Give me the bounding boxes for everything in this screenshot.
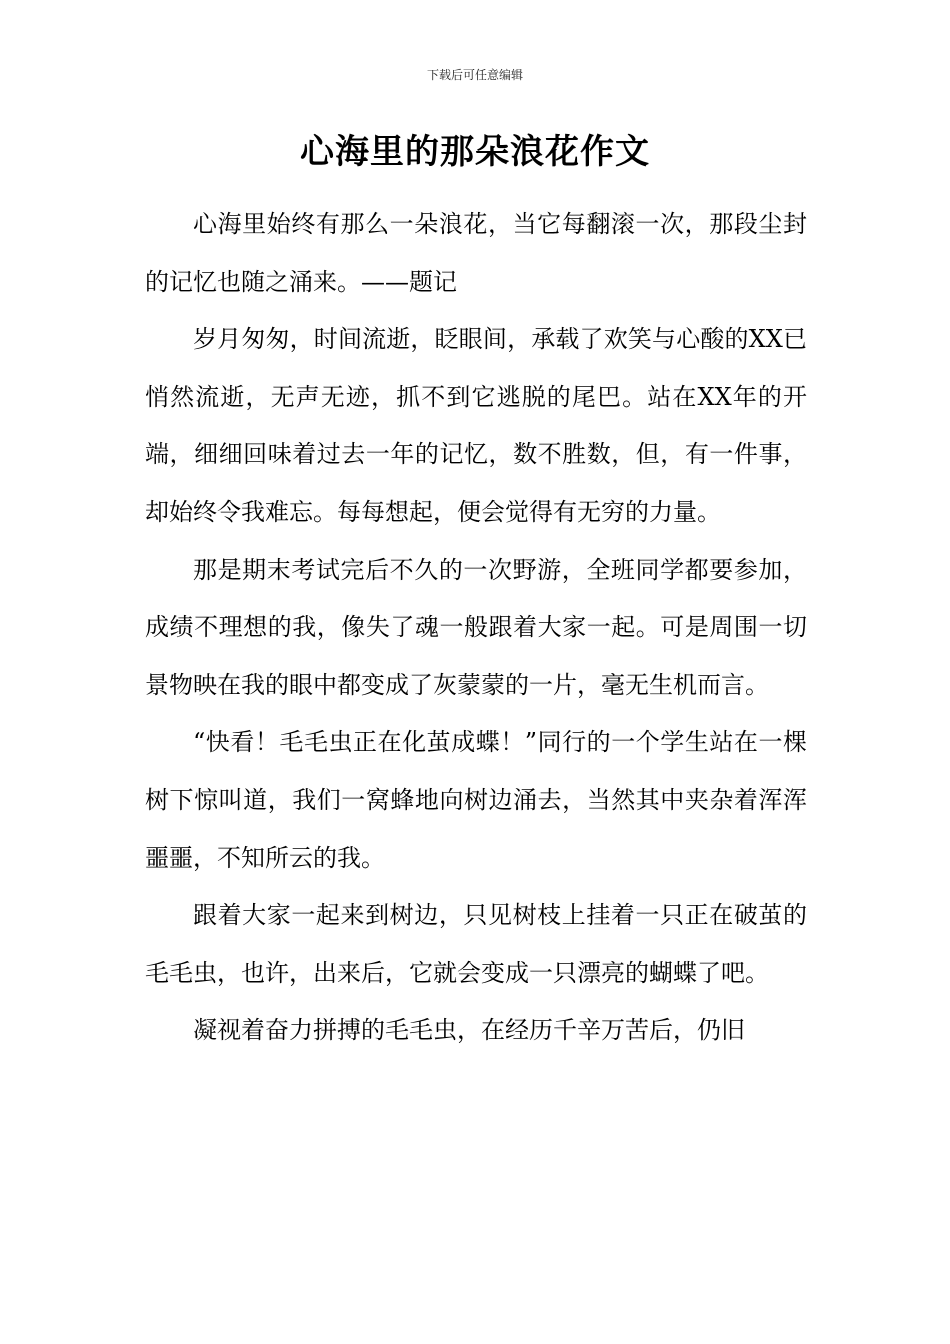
paragraph-3: 那是期末考试完后不久的一次野游，全班同学都要参加，成绩不理想的我，像失了魂一般跟着大家一起。可是周围一切景物映在我的眼中都变成了灰蒙蒙的一片，毫无生机而言。 xyxy=(145,555,807,699)
document-body xyxy=(145,196,807,1060)
paragraph-epigraph: 心海里始终有那么一朵浪花，当它每翻滚一次，那段尘封的记忆也随之涌来。——题记 xyxy=(145,210,807,296)
document-title: 心海里的那朵浪花作文 xyxy=(300,132,650,172)
paragraph-2: 岁月匆匆，时间流逝，眨眼间，承载了欢笑与心酸的XX已悄然流逝，无声无迹，抓不到它逃脱的尾巴。站在XX年的开端，细细回味着过去一年的记忆，数不胜数，但，有一件事，却始终令我难忘。每每想起，便会觉得有无穷的力量。 xyxy=(145,325,807,526)
paragraph-4: “快看！毛毛虫正在化茧成蝶！”同行的一个学生站在一棵树下惊叫道，我们一窝蜂地向树边涌去，当然其中夹杂着浑浑噩噩，不知所云的我。 xyxy=(145,728,807,872)
header-note: 下载后可任意编辑 xyxy=(426,68,523,82)
paragraph-6: 凝视着奋力拼搏的毛毛虫，在经历千辛万苦后，仍旧 xyxy=(193,1016,745,1045)
paragraph-5: 跟着大家一起来到树边，只见树枝上挂着一只正在破茧的毛毛虫，也许，出来后，它就会变成一只漂亮的蝴蝶了吧。 xyxy=(145,901,807,987)
